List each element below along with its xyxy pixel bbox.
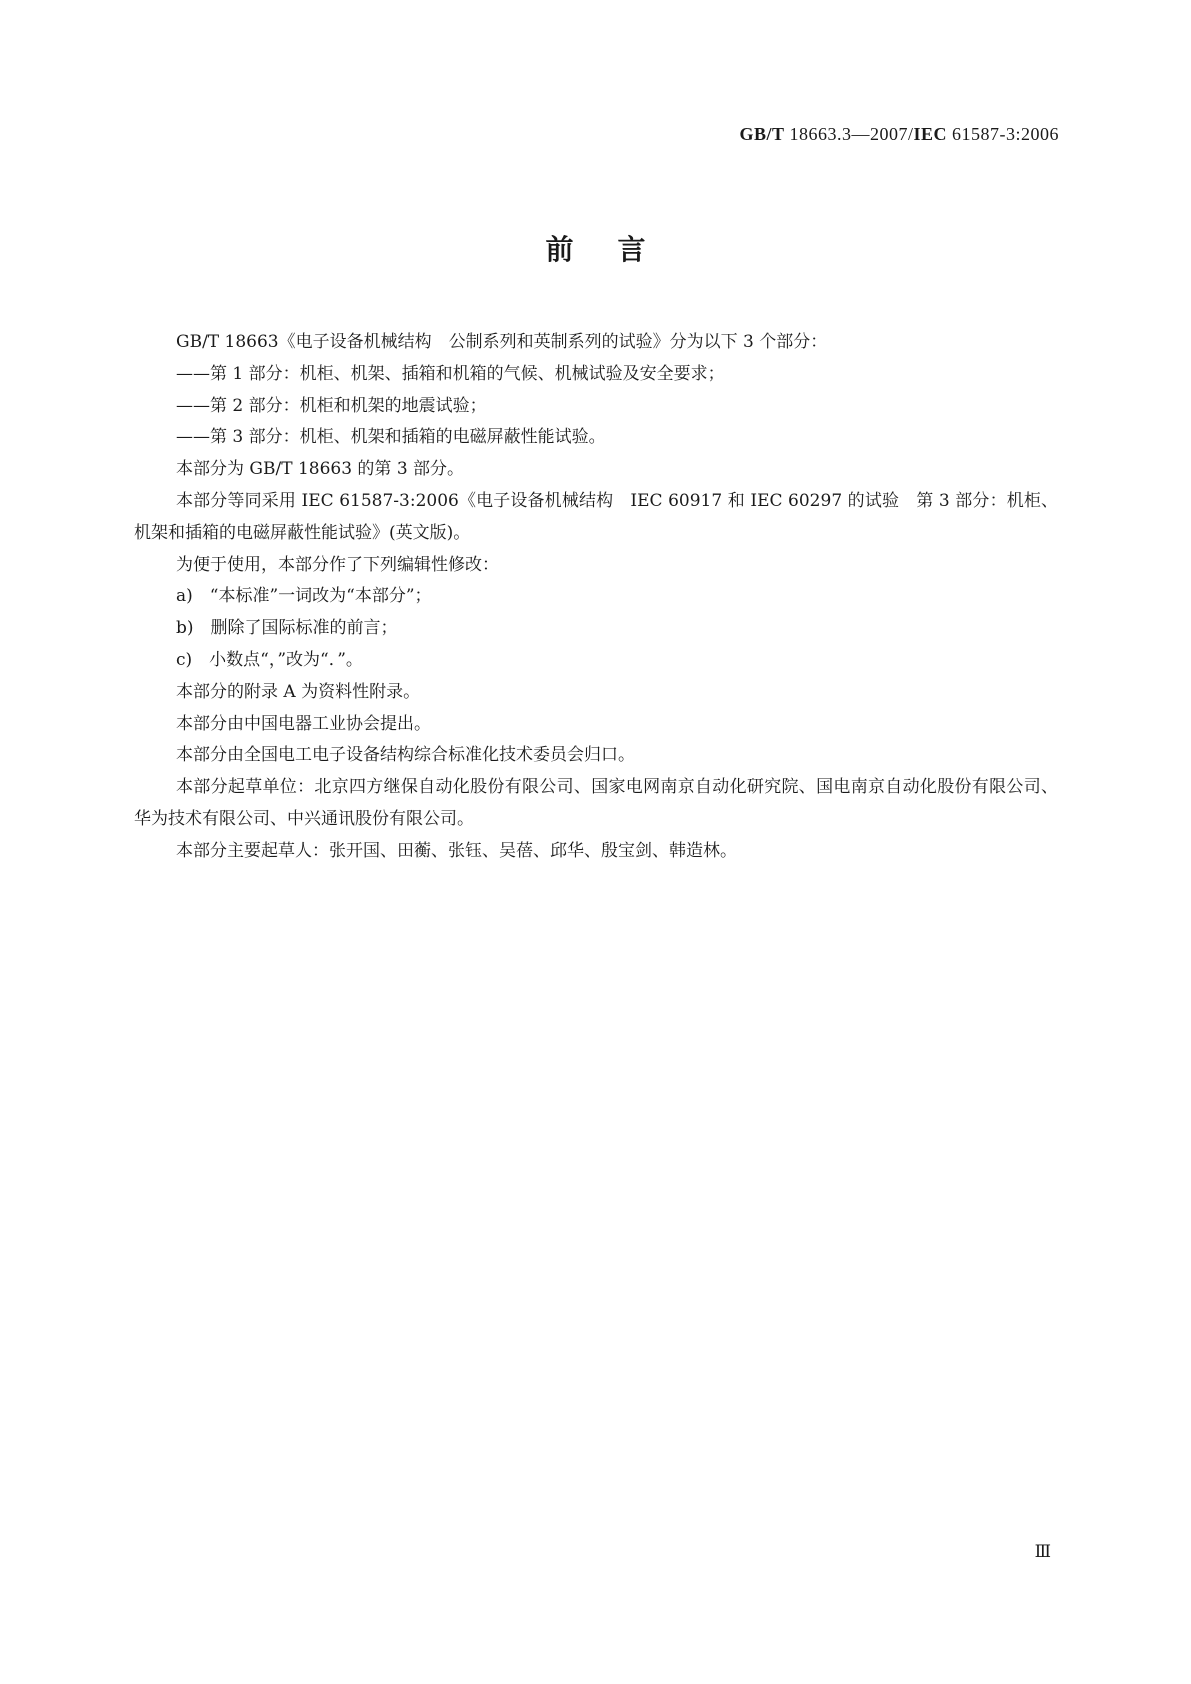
std-prefix: GB/T (739, 124, 785, 144)
page-title: 前言 (545, 233, 690, 266)
paragraph: 本部分由中国电器工业协会提出。 (176, 713, 431, 734)
paragraph: GB/T 18663《电子设备机械结构 公制系列和英制系列的试验》分为以下 3 个部分： (176, 332, 828, 352)
standard-number-header (739, 124, 1059, 145)
foreword-body (134, 327, 1058, 868)
paragraph: 本部分起草单位：北京四方继保自动化股份有限公司、国家电网南京自动化研究院、国电南京自动化股份有限公司、华为技术有限公司、中兴通讯股份有限公司。 (134, 777, 1058, 829)
paragraph: 本部分等同采用 IEC 61587-3:2006《电子设备机械结构 IEC 60917 和 IEC 60297 的试验 第 3 部分：机柜、机架和插箱的电磁屏蔽性能试验》(英文版)。 (134, 490, 1058, 543)
paragraph: 本部分的附录 A 为资料性附录。 (176, 681, 421, 702)
iec-code: 61587-3:2006 (952, 124, 1059, 144)
paragraph: 本部分主要起草人：张开国、田蘅、张钰、吴蓓、邱华、殷宝剑、韩造林。 (176, 840, 737, 861)
paragraph: ——第 1 部分：机柜、机架、插箱和机箱的气候、机械试验及安全要求； (176, 363, 725, 384)
std-code: 18663.3—2007/ (789, 124, 914, 144)
list-item: b) 删除了国际标准的前言； (176, 618, 398, 639)
paragraph: ——第 2 部分：机柜和机架的地震试验； (176, 395, 487, 416)
paragraph: 本部分为 GB/T 18663 的第 3 部分。 (176, 459, 465, 480)
list-item: a) “本标准”一词改为“本部分”； (176, 586, 432, 607)
paragraph: ——第 3 部分：机柜、机架和插箱的电磁屏蔽性能试验。 (176, 427, 606, 448)
list-item: c) 小数点“，”改为“．”。 (176, 649, 363, 670)
page-number: Ⅲ (1034, 1542, 1051, 1561)
paragraph: 本部分由全国电工电子设备结构综合标准化技术委员会归口。 (176, 745, 635, 766)
iec-prefix: IEC (913, 124, 947, 144)
paragraph: 为便于使用，本部分作了下列编辑性修改： (176, 554, 499, 575)
